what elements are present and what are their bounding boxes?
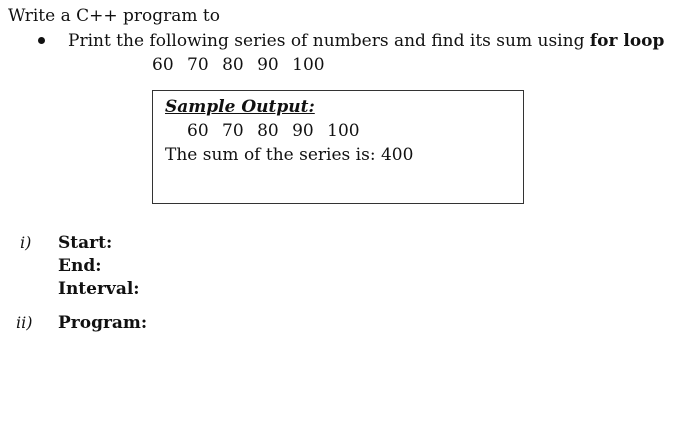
sample-output-box	[152, 90, 524, 204]
end-label: End:	[58, 256, 102, 276]
interval-label: Interval:	[58, 279, 140, 299]
bullet-icon	[38, 37, 45, 44]
bullet-text: Print the following series of numbers and find its sum using	[68, 31, 590, 51]
bullet-item	[68, 31, 664, 51]
item-marker-i: i)	[20, 233, 32, 252]
sample-output-sum: The sum of the series is: 400	[165, 145, 414, 165]
start-label: Start:	[58, 233, 113, 253]
sample-output-series: 60 70 80 90 100	[187, 121, 360, 141]
program-label: Program:	[58, 313, 148, 333]
sample-output-heading: Sample Output:	[165, 97, 315, 117]
item-marker-ii: ii)	[16, 313, 33, 332]
bullet-emphasis: for loop	[589, 31, 665, 51]
number-series: 60 70 80 90 100	[152, 55, 325, 75]
question-title: Write a C++ program to	[8, 6, 220, 26]
